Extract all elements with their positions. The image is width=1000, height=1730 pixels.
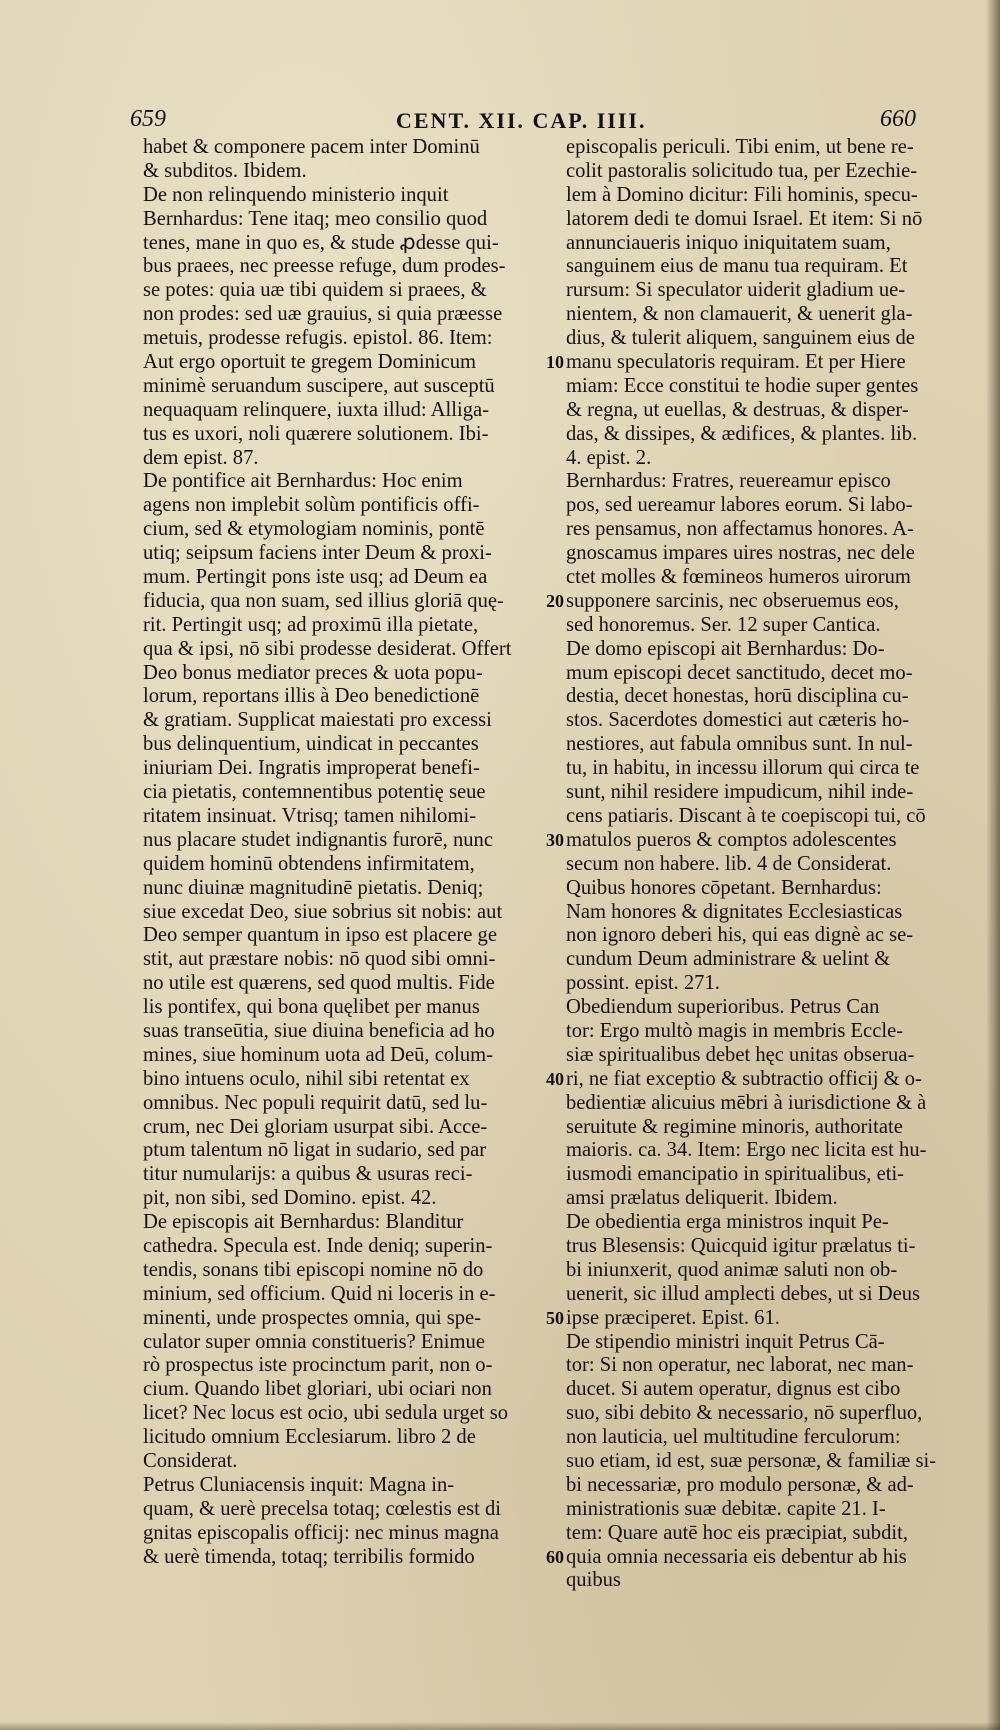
text-line: culator super omnia constitueris? Enimue	[143, 1330, 485, 1353]
text-line: ptum talentum nō ligat in sudario, sed par	[143, 1139, 487, 1162]
text-line: Aut ergo oportuit te gregem Dominicum	[143, 351, 477, 374]
text-line: Obediendum superioribus. Petrus Can	[566, 996, 880, 1019]
text-line: miam: Ecce constitui te hodie super gentes	[566, 374, 919, 397]
text-line: ctet molles & fœmineos humeros uirorum	[566, 566, 911, 589]
text-line: qua & ipsi, nō sibi prodesse desiderat. Offert	[143, 637, 512, 660]
text-line: tus es uxori, noli quærere solutionem. Ibi-	[143, 422, 489, 445]
text-line: matulos pueros & comptos adolescentes	[566, 828, 897, 851]
text-line: bus praees, nec preesse refuge, dum prodes-	[143, 255, 506, 278]
text-line: dem epist. 87.	[143, 446, 259, 469]
text-line: & regna, ut euellas, & destruas, & disper-	[566, 398, 909, 421]
line-number-marker: 30	[546, 830, 564, 851]
text-line: Considerat.	[143, 1449, 238, 1472]
text-line: secum non habere. lib. 4 de Considerat.	[566, 852, 892, 875]
line-number-marker: 10	[546, 352, 564, 373]
text-line: Quibus honores cōpetant. Bernhardus:	[566, 876, 882, 899]
text-line: De obedientia erga ministros inquit Pe-	[566, 1211, 889, 1234]
text-line: suas transeūtia, siue diuina beneficia ad ho	[143, 1019, 495, 1042]
text-line: ipse præciperet. Epist. 61.	[566, 1306, 780, 1329]
text-line: habet & componere pacem inter Dominū	[143, 136, 480, 158]
text-line: bi iniunxerit, quod animæ saluti non ob-	[566, 1258, 898, 1281]
text-line: dius, & tulerit aliquem, sanguinem eius de	[566, 327, 915, 350]
text-line: das, & dissipes, & ædifices, & plantes. lib.	[566, 422, 918, 445]
text-line: ministrationis suæ debitæ. capite 21. I-	[566, 1497, 886, 1520]
text-line: pit, non sibi, sed Domino. epist. 42.	[143, 1187, 437, 1210]
text-line: possint. epist. 271.	[566, 972, 720, 995]
text-line: nus placare studet indignantis furorē, nunc	[143, 828, 493, 851]
text-line: Nam honores & dignitates Ecclesiasticas	[566, 900, 903, 923]
page-number-right: 660	[880, 106, 916, 132]
text-line: tor: Si non operatur, nec laborat, nec man-	[566, 1354, 914, 1377]
text-line: Bernhardus: Tene itaq; meo consilio quod	[143, 207, 488, 230]
running-title: CENT. XII. CAP. IIII.	[396, 108, 647, 133]
text-line: lorum, reportans illis à Deo benedictionē	[143, 685, 480, 708]
running-header	[0, 106, 1000, 136]
text-line: iniuriam Dei. Ingratis improperat benefi-	[143, 757, 480, 780]
page-shadow-edge	[986, 0, 1000, 1730]
text-line: cens patiaris. Discant à te coepiscopi tui, cō	[566, 804, 926, 827]
text-line: & gratiam. Supplicat maiestati pro excessi	[143, 709, 492, 732]
text-line: agens non implebit solùm pontificis offi-	[143, 494, 480, 517]
text-line: tenes, mane in quo es, & stude ꝓdesse qui-	[143, 231, 499, 254]
text-line: quam, & uerè precelsa totaq; cœlestis est di	[143, 1497, 501, 1520]
text-line: non ignoro deberi his, qui eas dignè ac se-	[566, 924, 914, 947]
text-line: Bernhardus: Fratres, reuereamur episco	[566, 470, 891, 493]
text-line: mines, siue hominum uota ad Deū, colum-	[143, 1043, 494, 1066]
text-line: destia, decet honestas, horū disciplina cu-	[566, 685, 909, 708]
text-line: colit pastoralis solicitudo tua, per Ezechie-	[566, 159, 918, 182]
text-line: sunt, nihil residere impudicum, nihil inde-	[566, 781, 914, 804]
text-line: suo etiam, id est, suæ personæ, & familiæ si-	[566, 1449, 937, 1472]
text-line: nunc diuinæ magnitudinē pietatis. Deniq;	[143, 876, 484, 899]
text-line: siæ spiritualibus debet hęc unitas obserua-	[566, 1043, 915, 1066]
text-line: metuis, prodesse refugis. epistol. 86. Item:	[143, 327, 493, 350]
text-line: cia pietatis, contemnentibus potentię seue	[143, 781, 486, 804]
text-line: no utile est quærens, sed quod multis. Fide	[143, 972, 495, 995]
text-line: tor: Ergo multò magis in membris Eccle-	[566, 1019, 904, 1042]
text-line: cium. Quando libet gloriari, ubi ociari non	[143, 1378, 492, 1401]
text-line: cium, sed & etymologiam nominis, pontē	[143, 518, 485, 541]
text-line: seruitute & regimine minoris, authoritate	[566, 1115, 903, 1138]
text-line: licitudo omnium Ecclesiarum. libro 2 de	[143, 1426, 476, 1449]
text-line: rit. Pertingit usq; ad proximū illa pietate,	[143, 613, 479, 636]
text-line: gnoscamus impares uires nostras, nec dele	[566, 542, 915, 565]
text-line: bi necessariæ, pro modulo personæ, & ad-	[566, 1473, 914, 1496]
text-line: non lauticia, uel multitudine ferculorum:	[566, 1426, 901, 1449]
text-line: De pontifice ait Bernhardus: Hoc enim	[143, 470, 463, 493]
text-line: minimè seruandum suscipere, aut susceptū	[143, 374, 495, 397]
text-line: Petrus Cluniacensis inquit: Magna in-	[143, 1473, 455, 1496]
text-line: crum, nec Dei gloriam usurpat sibi. Acce-	[143, 1115, 488, 1138]
text-line: tu, in habitu, in incessu illorum qui circa te	[566, 757, 920, 780]
text-line: bus delinquentium, uindicat in peccantes	[143, 733, 479, 756]
text-line: utiq; seipsum faciens inter Deum & proxi-	[143, 542, 492, 565]
text-line: cundum Deum administrare & uelint &	[566, 948, 891, 971]
text-line: De non relinquendo ministerio inquit	[143, 183, 449, 206]
text-line: Deo semper quantum in ipso est placere ge	[143, 924, 497, 947]
text-line: nestiores, aut fabula omnibus sunt. In nul-	[566, 733, 913, 756]
text-line: bino intuens oculo, nihil sibi retentat ex	[143, 1067, 470, 1090]
text-line: maioris. ca. 34. Item: Ergo nec licita est hu-	[566, 1139, 927, 1162]
line-number-marker: 60	[546, 1547, 564, 1568]
text-line: episcopalis periculi. Tibi enim, ut bene re-	[566, 136, 914, 158]
left-text-column	[143, 136, 541, 1569]
text-line: suo, sibi debito & necessario, nō superfluo,	[566, 1402, 923, 1425]
text-line: non prodes: sed uæ grauius, si quia præesse	[143, 303, 503, 326]
text-line: supponere sarcinis, nec obseruemus eos,	[566, 589, 899, 612]
text-line: quibus	[566, 1569, 621, 1592]
text-line: & subditos. Ibidem.	[143, 159, 307, 182]
text-line: iusmodi emancipatio in spiritualibus, eti-	[566, 1163, 905, 1186]
text-line: stit, aut præstare nobis: nō quod sibi omni-	[143, 948, 496, 971]
right-text-column	[566, 136, 966, 1593]
text-line: rò prospectus iste procinctum parit, non o-	[143, 1354, 493, 1377]
text-line: manu speculatoris requiram. Et per Hiere	[566, 351, 906, 374]
text-line: ritatem insinuat. Vtrisq; tamen nihilomi-	[143, 804, 477, 827]
text-line: rursum: Si speculator uiderit gladium ue-	[566, 279, 906, 302]
text-line: res pensamus, non affectamus honores. A-	[566, 518, 914, 541]
text-line: licet? Nec locus est ocio, ubi sedula urget so	[143, 1402, 509, 1425]
text-line: Deo bonus mediator preces & uota popu-	[143, 661, 483, 684]
text-line: annunciaueris iniquo iniquitatem suam,	[566, 231, 891, 254]
text-line: quidem hominū obtendens infirmitatem,	[143, 852, 475, 875]
text-line: tem: Quare autē hoc eis præcipiat, subdit,	[566, 1521, 908, 1544]
text-line: De domo episcopi ait Bernhardus: Do-	[566, 637, 885, 660]
text-line: mum. Pertingit pons iste usq; ad Deum ea	[143, 566, 488, 589]
text-line: cathedra. Specula est. Inde deniq; superin-	[143, 1234, 493, 1257]
text-line: tendis, sonans tibi episcopi nomine nō do	[143, 1258, 484, 1281]
text-line: gnitas episcopalis officij: nec minus magna	[143, 1521, 499, 1544]
text-line: sed honoremus. Ser. 12 super Cantica.	[566, 613, 881, 636]
line-number-marker: 20	[546, 591, 564, 612]
text-line: nequaquam relinquere, iuxta illud: Alliga-	[143, 398, 489, 421]
text-line: se potes: quia uæ tibi quidem si praees, &	[143, 279, 487, 302]
text-line: minium, sed officium. Quid ni loceris in e-	[143, 1282, 496, 1305]
text-line: 4. epist. 2.	[566, 446, 652, 469]
text-line: nientem, & non clamauerit, & uenerit gla-	[566, 303, 913, 326]
text-line: lis pontifex, qui bona quęlibet per manus	[143, 996, 480, 1019]
text-line: fiducia, qua non suam, sed illius gloriā quę-	[143, 589, 504, 612]
text-line: De stipendio ministri inquit Petrus Cā-	[566, 1330, 885, 1353]
text-line: bedientiæ alicuius mēbri à iurisdictione & à	[566, 1091, 927, 1114]
page-shadow-bottom	[0, 1722, 1000, 1730]
text-line: trus Blesensis: Quicquid igitur prælatus ti-	[566, 1234, 916, 1257]
line-number-marker: 40	[546, 1069, 564, 1090]
line-number-marker: 50	[546, 1308, 564, 1329]
text-line: & uerè timenda, totaq; terribilis formido	[143, 1545, 475, 1568]
text-line: amsi prælatus deliquerit. Ibidem.	[566, 1187, 838, 1210]
text-line: siue excedat Deo, siue sobrius sit nobis: aut	[143, 900, 503, 923]
page-number-left: 659	[130, 106, 166, 132]
text-line: titur numularijs: a quibus & usuras reci-	[143, 1163, 473, 1186]
text-line: lem à Domino dicitur: Fili hominis, specu-	[566, 183, 918, 206]
text-line: sanguinem eius de manu tua requiram. Et	[566, 255, 908, 278]
text-line: minenti, unde prospectes omnia, qui spe-	[143, 1306, 482, 1329]
text-line: latorem dedi te domui Israel. Et item: Si nō	[566, 207, 923, 230]
text-line: pos, sed uereamur labores eorum. Si labo-	[566, 494, 913, 517]
text-line: stos. Sacerdotes domestici aut cæteris ho-	[566, 709, 910, 732]
text-line: quia omnia necessaria eis debentur ab his	[566, 1545, 907, 1568]
text-line: ri, ne fiat exceptio & subtractio officij & o-	[566, 1067, 922, 1090]
text-line: mum episcopi decet sanctitudo, decet mo-	[566, 661, 913, 684]
text-line: De episcopis ait Bernhardus: Blanditur	[143, 1211, 464, 1234]
text-line: ducet. Si autem operatur, dignus est cibo	[566, 1378, 901, 1401]
text-line: uenerit, sic illud amplecti debes, ut si Deus	[566, 1282, 921, 1305]
text-line: omnibus. Nec populi requirit datū, sed lu-	[143, 1091, 488, 1114]
